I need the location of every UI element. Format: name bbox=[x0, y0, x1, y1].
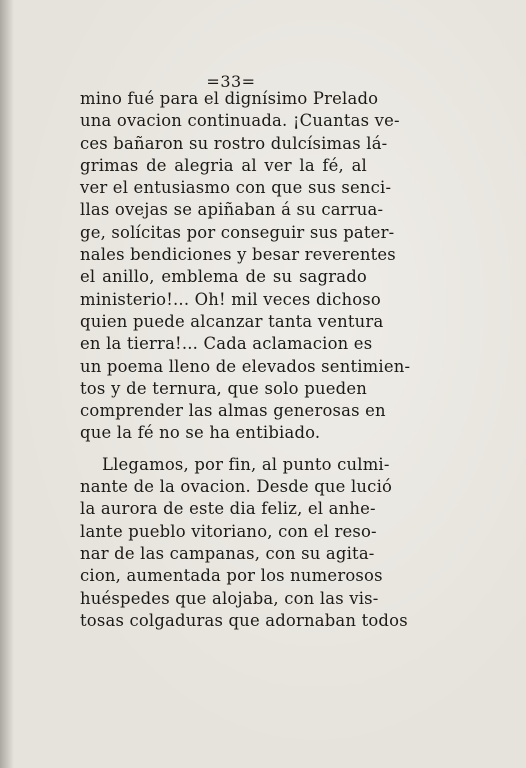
text-line: ver el entusiasmo con que sus senci- bbox=[80, 178, 392, 198]
paragraph-2 bbox=[80, 454, 408, 632]
text-line: nante de la ovacion. Desde que lució bbox=[80, 477, 393, 497]
text-line: Llegamos, por fin, al punto culmi- bbox=[102, 454, 390, 474]
text-line: nales bendiciones y besar reverentes bbox=[80, 245, 396, 265]
text-line: ministerio!... Oh! mil veces dichoso bbox=[80, 289, 381, 309]
text-line: tosas colgaduras que adornaban todos bbox=[80, 610, 408, 630]
text-line: lante pueblo vitoriano, con el reso- bbox=[80, 521, 377, 541]
text-line: comprender las almas generosas en bbox=[80, 401, 386, 421]
text-line: huéspedes que alojaba, con las vis- bbox=[80, 588, 379, 608]
paragraph-gap bbox=[80, 445, 367, 454]
text-line: una ovacion continuada. ¡Cuantas ve- bbox=[80, 111, 400, 131]
text-line: mino fué para el dignísimo Prelado bbox=[80, 89, 379, 108]
text-line: quien puede alcanzar tanta ventura bbox=[80, 311, 384, 331]
page-number: =33= bbox=[206, 72, 256, 91]
text-line: un poema lleno de elevados sentimien- bbox=[80, 356, 411, 376]
paragraph-1 bbox=[80, 88, 411, 445]
text-line: que la fé no se ha entibiado. bbox=[80, 423, 321, 443]
text-line: tos y de ternura, que solo pueden bbox=[80, 378, 367, 398]
body-text bbox=[80, 88, 411, 632]
text-line: ces bañaron su rostro dulcísimas lá- bbox=[80, 133, 388, 153]
text-line: ge, solícitas por conseguir sus pater- bbox=[80, 222, 395, 242]
text-line: grimas de alegria al ver la fé, al bbox=[80, 155, 367, 175]
text-line: el anillo, emblema de su sagrado bbox=[80, 267, 367, 287]
spine-shadow bbox=[0, 0, 14, 768]
text-line: la aurora de este dia feliz, el anhe- bbox=[80, 499, 376, 519]
text-line: en la tierra!... Cada aclamacion es bbox=[80, 334, 373, 354]
text-line: cion, aumentada por los numerosos bbox=[80, 566, 383, 586]
text-line: nar de las campanas, con su agita- bbox=[80, 543, 375, 563]
text-line: llas ovejas se apiñaban á su carrua- bbox=[80, 200, 384, 220]
